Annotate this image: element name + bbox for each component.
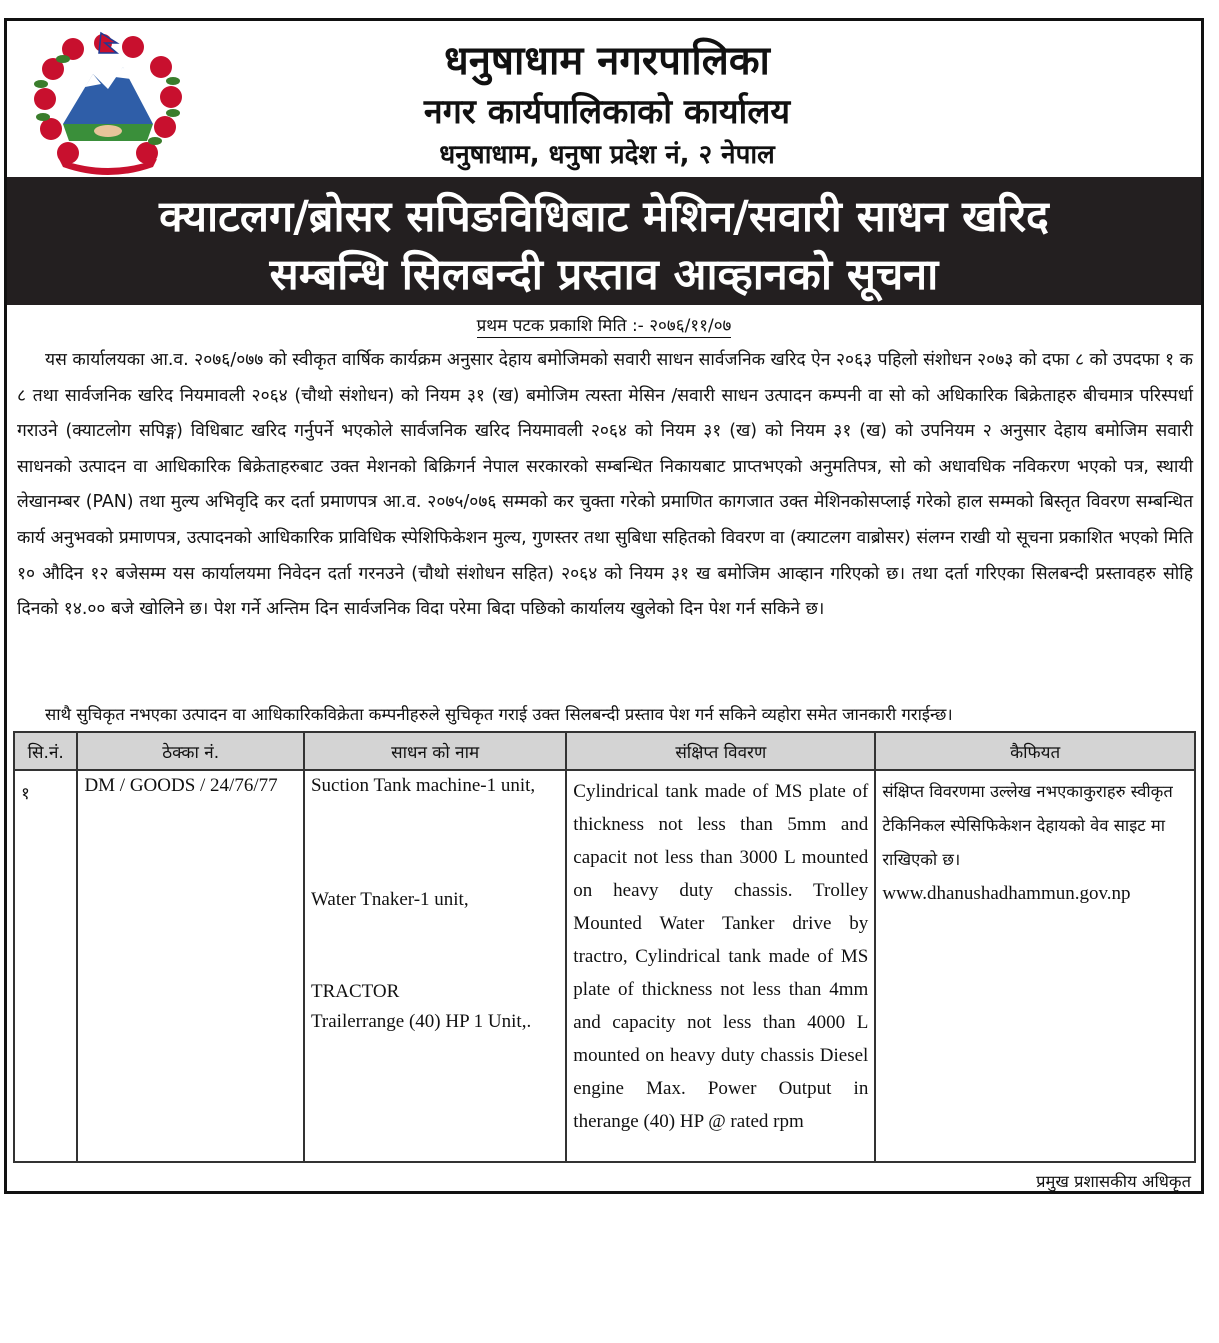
header-remarks: कैफियत [875, 732, 1195, 770]
municipality-name: धनुषाधाम नगरपालिका [444, 38, 770, 84]
notice-frame [4, 18, 1204, 1194]
item-trailer: Trailerrange (40) HP 1 Unit,. [310, 1011, 532, 1032]
notice-title-line2: सम्बन्धि सिलबन्दी प्रस्ताव आव्हानको सूचना [269, 250, 939, 300]
notice-title-band [7, 177, 1201, 305]
cell-sn: १ [14, 770, 77, 1162]
header-sn: सि.नं. [14, 732, 77, 770]
notice-body: यस कार्यालयका आ.व. २०७६/०७७ को स्वीकृत वार्षिक कार्यक्रम अनुसार देहाय बमोजिमको सवारी साधन सार्वजनिक खरिद ऐन २०६३ पहिलो संशोधन २०७३ को दफा ८ को उपदफा १ क ८ तथा सार्वजनिक खरिद नियमावली २०६४ (चौथो संशोधन) को नियम ३१ (ख) बमोजिम त्यस्ता मेसिन /सवारी साधन उत्पादन कम्पनी वा सो को अधिकारिक बिक्रेताहरु बीचमात्र परिस्पर्धा गराउने (क्याटलोग सपिङ्ग) विधिबाट खरिद गर्नुपर्ने भएकोले सार्वजनिक खरिद नियमावली २०६४ को नियम ३१ (ख) को नियम ३१ (ख) को उपनियम २ अनुसार देहाय बमोजिम सवारी साधनको उत्पादन वा आधिकारिक बिक्रेताहरुबाट उक्त मेशनको बिक्रिगर्न नेपाल सरकारको सम्बन्धित निकायबाट प्राप्तभएको अनुमतिपत्र, सो को अधावधिक नविकरण भएको पत्र, स्थायी लेखानम्बर (PAN) तथा मुल्य अभिवृदि कर दर्ता प्रमाणपत्र आ.व. २०७५/०७६ सम्मको कर चुक्ता गरेको प्रमाणित कागजात उक्त मेशिनकोसप्लाई गरेको हाल सम्मको बिस्तृत विवरण सम्बन्धित कार्य अनुभवको प्रमाणपत्र, उत्पादनको आधिकारिक प्राविधिक स्पेशिफिकेशन मुल्य, गुणस्तर तथा सुबिधा सहितको विवरण वा (क्याटलग वाब्रोसर) संलग्न राखी यो सूचना प्रकाशित भएको मिति १० औदिन १२ बजेसम्म यस कार्यालयमा निवेदन दर्ता गरनउने (चौथो संशोधन सहित) २०६४ को नियम ३१ ख बमोजिम आव्हान गरिएको छ। तथा दर्ता गरिएका सिलबन्दी प्रस्तावहरु सोहि दिनको १४.०० बजे खोलिने छ। पेश गर्ने अन्तिम दिन सार्वजनिक विदा परेमा बिदा पछिको कार्यालय खुलेको दिन पेश गर्न सकिने छ। [17, 350, 1193, 620]
cell-description: Cylindrical tank made of MS plate of thickness not less than 5mm and capacit not less than 3000 L mounted on heavy duty chassis. Trolley Mounted Water Tanker drive by tractro, Cylindrical tank made of MS plate of thickness not less than 4mm and capacity not less than 4000 L mounted on heavy duty chassis Diesel engine Max. Power Output in therange (40) HP @ rated rpm [566, 770, 875, 1162]
header-description: संक्षिप्त विवरण [566, 732, 875, 770]
header-contract-no: ठेक्का नं. [77, 732, 304, 770]
nepal-emblem-icon [23, 29, 193, 179]
remarks-website-link[interactable]: www.dhanushadhammun.gov.np [882, 883, 1131, 904]
notice-note: साथै सुचिकृत नभएका उत्पादन वा आधिकारिकविक्रेता कम्पनीहरुले सुचिकृत गराई उक्त सिलबन्दी प्रस्ताव पेश गर्न सकिने व्यहोरा समेत जानकारी गराईन्छ। [45, 705, 953, 724]
notice-title-line1: क्याटलग/ब्रोसर सपिङविधिबाट मेशिन/सवारी साधन खरिद [159, 192, 1049, 242]
item-tractor: TRACTOR [310, 981, 400, 1002]
notice-header [7, 21, 1201, 177]
table-row [14, 770, 1195, 1162]
header-item-name: साधन को नाम [304, 732, 566, 770]
published-date-text: प्रथम पटक प्रकाशि मिति :- २०७६/११/०७ [476, 316, 732, 336]
published-date [7, 313, 1201, 336]
item-suction-tank: Suction Tank machine-1 unit, [310, 775, 536, 796]
procurement-table [13, 731, 1196, 1163]
table-header-row [14, 732, 1195, 770]
remarks-text: संक्षिप्त विवरणमा उल्लेख नभएकाकुराहरु स्वीकृत टेकिनिकल स्पेसिफिकेशन देहायको वेव साइट मा राखिएको छ। [882, 782, 1173, 869]
cell-remarks [875, 770, 1195, 1162]
office-address: धनुषाधाम, धनुषा प्रदेश नं, २ नेपाल [439, 140, 775, 170]
cell-contract-no: DM / GOODS / 24/76/77 [77, 770, 304, 1162]
office-name: नगर कार्यपालिकाको कार्यालय [423, 92, 791, 132]
signatory-title: प्रमुख प्रशासकीय अधिकृत [1036, 1172, 1191, 1191]
cell-item-names [304, 770, 566, 1162]
item-water-tanker: Water Tnaker-1 unit, [310, 889, 469, 910]
